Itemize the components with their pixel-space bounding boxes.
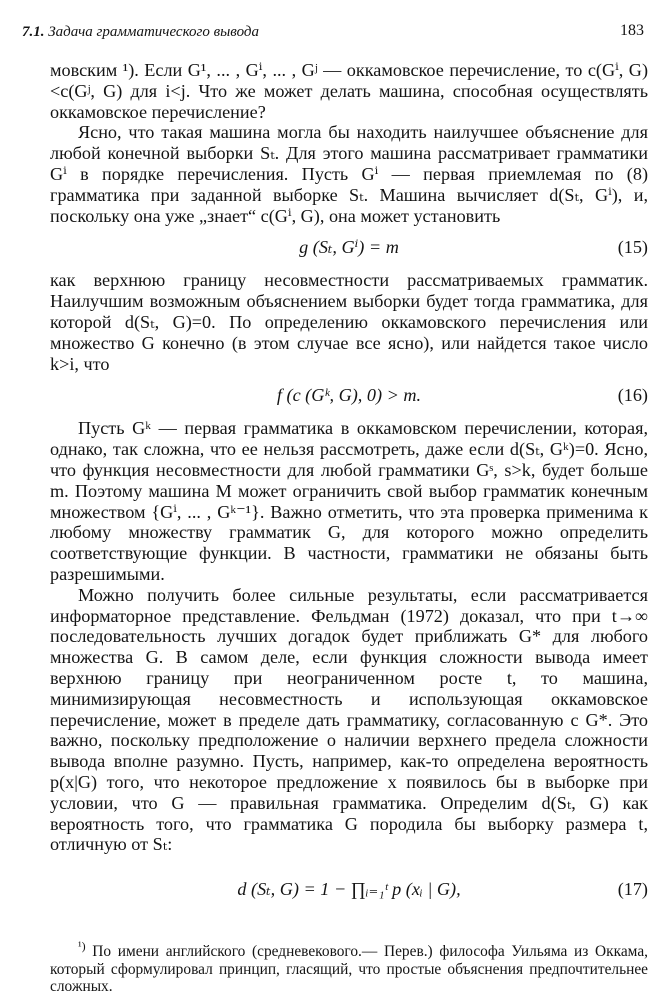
- paragraph-5: Можно получить более сильные результаты, если рассматривается информаторное представление. Фельдман (1972) доказал, что при t→∞ последовательность лучших догадок будет приближать G* для любого множества G. В самом деле, если функция сложности вывода имеет верхнюю границу при неограниченном росте t, то машина, минимизирующая несовместность и использующая оккамовское перечисление, может в пределе дать грамматику, согласованную с G*. Это важно, поскольку предположение о наличии верхнего предела сложности вывода вполне разумно. Пусть, например, как-то определена вероятность p(x|G) того, что некоторое предложение x появилось бы в выборке при условии, что G — правильная грамматика. Определим d(Sₜ, G) как вероятность того, что грамматика G породила бы выборку размера t, отличную от Sₜ:: [50, 584, 648, 855]
- paragraph-4: Пусть Gᵏ — первая грамматика в оккамовском перечислении, которая, однако, так сложна, что ее нельзя рассмотреть, даже если d(Sₜ, Gᵏ)=0. Ясно, что функция несовместности для любой грамматики Gˢ, s>k, будет больше m. Поэтому машина M может ограничить свой выбор грамматик конечным множеством {Gⁱ, ... , Gᵏ⁻¹}. Важно отметить, что эта проверка применима к любому множеству грамматик G, для которого можно определить соответствующие функции. В частности, грамматики не обязаны быть разрешимыми.: [50, 418, 648, 584]
- running-header-title: [22, 24, 259, 41]
- equation-15-formula: g (Sₜ, Gⁱ) = m: [299, 237, 399, 258]
- footnote-text: По имени английского (средневекового.— Перев.) философа Уильяма из Оккама, который сформулировал принцип, гласящий, что простые объяснения предпочтительнее сложных.: [50, 943, 648, 996]
- paragraph-2: Ясно, что такая машина могла бы находить наилучшее объяснение для любой конечной выборки Sₜ. Для этого машина рассматривает грамматики Gⁱ в порядке перечисления. Пусть Gⁱ — первая приемлемая по (8) грамматика при заданной выборке Sₜ. Машина вычисляет d(Sₜ, Gⁱ), и, поскольку она уже „знает“ c(Gⁱ, G), она может установить: [50, 122, 648, 226]
- page-number: 183: [620, 22, 644, 39]
- equation-15: [50, 226, 648, 270]
- equation-17: [50, 855, 648, 927]
- paragraph-3: как верхнюю границу несовместности рассматриваемых грамматик. Наилучшим возможным объяснением выборки будет тогда грамматика, для которой d(Sₜ, G)=0. По определению оккамовского перечисления или множество G конечно (в этом случае все ясно), или найдется такое число k>i, что: [50, 270, 649, 374]
- equation-16: [50, 374, 648, 418]
- section-number: 7.1.: [22, 24, 45, 40]
- footnote: [50, 938, 648, 996]
- equation-15-number: (15): [617, 237, 648, 258]
- equation-17-formula: d (Sₜ, G) = 1 − ∏ᵢ₌₁ᵗ p (xᵢ | G),: [237, 879, 461, 900]
- section-title: Задача грамматического вывода: [48, 24, 259, 40]
- equation-16-number: (16): [617, 385, 648, 406]
- main-text: [50, 60, 648, 927]
- footnote-marker: ¹): [78, 939, 86, 953]
- equation-16-formula: f (c (Gᵏ, G), 0) > m.: [276, 385, 422, 406]
- paragraph-1: мовским ¹). Если G¹, ... , Gⁱ, ... , Gʲ — оккамовское перечисление, то c(Gⁱ, G)<c(Gʲ, G) для i<j. Что же может делать машина, способная осуществлять оккамовское перечисление?: [50, 60, 648, 122]
- equation-17-number: (17): [617, 879, 648, 900]
